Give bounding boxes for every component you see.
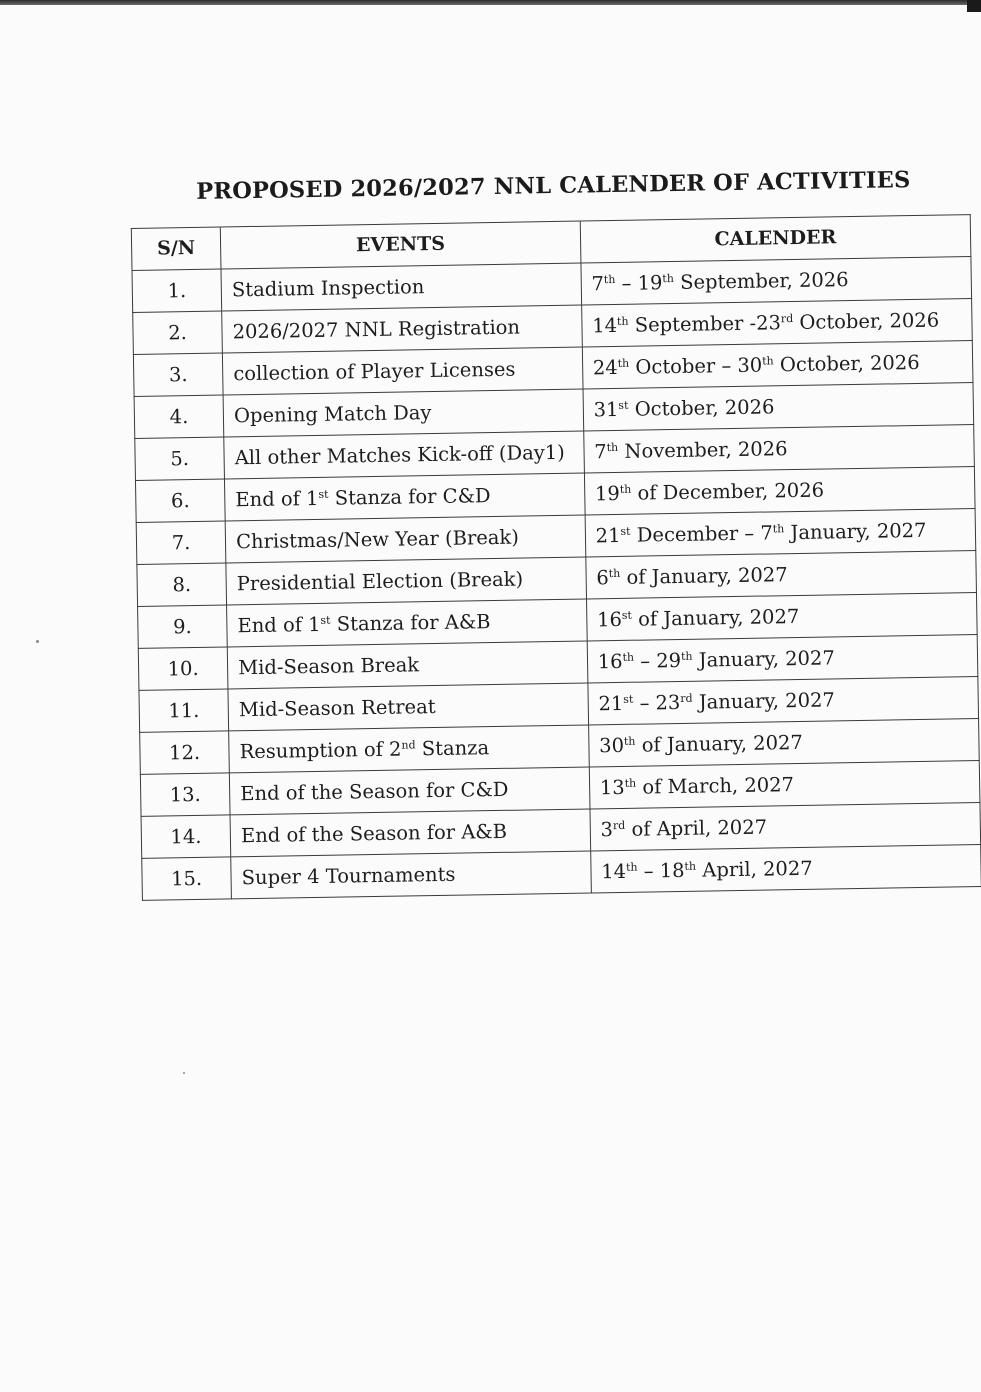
document-title: PROPOSED 2026/2027 NNL CALENDER OF ACTIVITIES	[195, 167, 911, 205]
ordinal-suffix: rd	[680, 691, 693, 705]
calendar-date-cell: 13th of March, 2027	[589, 760, 980, 808]
scan-corner-mark	[967, 0, 981, 12]
serial-number-cell: 9.	[138, 605, 228, 648]
calendar-date-cell: 31st October, 2026	[583, 383, 974, 431]
ordinal-suffix: st	[618, 398, 629, 412]
column-header-sn: S/N	[131, 227, 221, 270]
serial-number-cell: 10.	[138, 647, 228, 690]
ordinal-suffix: nd	[401, 738, 416, 752]
scan-top-edge	[0, 0, 981, 5]
ordinal-suffix: th	[616, 314, 629, 328]
ordinal-suffix: st	[621, 608, 633, 622]
ordinal-suffix: th	[623, 734, 636, 748]
event-cell: collection of Player Licenses	[222, 347, 582, 395]
serial-number-cell: 6.	[135, 479, 225, 522]
calendar-date-cell: 14th September -23rd October, 2026	[581, 299, 972, 347]
event-cell: 2026/2027 NNL Registration	[222, 305, 582, 353]
column-header-events: EVENTS	[220, 221, 580, 269]
serial-number-cell: 14.	[141, 815, 231, 858]
ordinal-suffix: th	[617, 356, 630, 370]
calendar-date-cell: 21st – 23rd January, 2027	[588, 677, 979, 725]
ordinal-suffix: rd	[612, 818, 626, 832]
calendar-date-cell: 16th – 29th January, 2027	[587, 635, 978, 683]
event-cell: All other Matches Kick-off (Day1)	[224, 431, 584, 479]
ordinal-suffix: th	[625, 860, 638, 874]
serial-number-cell: 4.	[134, 395, 224, 438]
calendar-date-cell: 24th October – 30th October, 2026	[582, 341, 973, 389]
ordinal-suffix: st	[318, 487, 329, 501]
serial-number-cell: 2.	[133, 311, 223, 354]
event-cell: Resumption of 2nd Stanza	[229, 725, 589, 773]
event-cell: End of 1st Stanza for A&B	[227, 599, 587, 647]
calendar-date-cell: 16st of January, 2027	[586, 593, 977, 641]
ordinal-suffix: th	[684, 859, 697, 873]
calendar-date-cell: 6th of January, 2027	[586, 551, 977, 599]
serial-number-cell: 1.	[132, 269, 222, 312]
ordinal-suffix: th	[624, 776, 637, 790]
ordinal-suffix: rd	[780, 311, 794, 325]
ordinal-suffix: st	[320, 613, 331, 627]
event-cell: Mid-Season Retreat	[228, 683, 588, 731]
event-cell: End of the Season for A&B	[230, 809, 590, 857]
scan-speck	[183, 1072, 185, 1074]
ordinal-suffix: th	[608, 566, 621, 580]
ordinal-suffix: th	[772, 521, 785, 536]
ordinal-suffix: st	[623, 692, 634, 706]
scan-speck	[36, 640, 39, 643]
activities-table	[131, 214, 981, 901]
event-cell: Mid-Season Break	[227, 641, 587, 689]
ordinal-suffix: th	[622, 650, 635, 664]
ordinal-suffix: th	[762, 354, 774, 368]
ordinal-suffix: th	[619, 482, 632, 496]
event-cell: Stadium Inspection	[221, 263, 581, 311]
serial-number-cell: 12.	[140, 731, 230, 774]
serial-number-cell: 3.	[133, 353, 223, 396]
calendar-date-cell: 14th – 18th April, 2027	[590, 844, 981, 892]
column-header-calendar: CALENDER	[580, 215, 971, 263]
event-cell: End of the Season for C&D	[229, 767, 589, 815]
serial-number-cell: 7.	[136, 521, 226, 564]
event-cell: End of 1st Stanza for C&D	[225, 473, 585, 521]
ordinal-suffix: th	[603, 272, 616, 286]
document-sheet	[130, 166, 981, 901]
serial-number-cell: 15.	[142, 857, 232, 900]
serial-number-cell: 13.	[140, 773, 230, 816]
event-cell: Super 4 Tournaments	[231, 851, 591, 899]
calendar-date-cell: 21st December – 7th January, 2027	[585, 509, 976, 557]
serial-number-cell: 8.	[137, 563, 227, 606]
serial-number-cell: 11.	[139, 689, 229, 732]
ordinal-suffix: st	[620, 524, 631, 538]
ordinal-suffix: th	[662, 271, 674, 285]
calendar-date-cell: 3rd of April, 2027	[590, 802, 981, 850]
ordinal-suffix: th	[680, 649, 693, 663]
serial-number-cell: 5.	[135, 437, 225, 480]
event-cell: Christmas/New Year (Break)	[225, 515, 585, 563]
ordinal-suffix: th	[606, 440, 619, 454]
calendar-date-cell: 30th of January, 2027	[588, 719, 979, 767]
calendar-date-cell: 19th of December, 2026	[584, 467, 975, 515]
calendar-date-cell: 7th November, 2026	[583, 425, 974, 473]
event-cell: Opening Match Day	[223, 389, 583, 437]
calendar-date-cell: 7th – 19th September, 2026	[581, 257, 972, 305]
event-cell: Presidential Election (Break)	[226, 557, 586, 605]
